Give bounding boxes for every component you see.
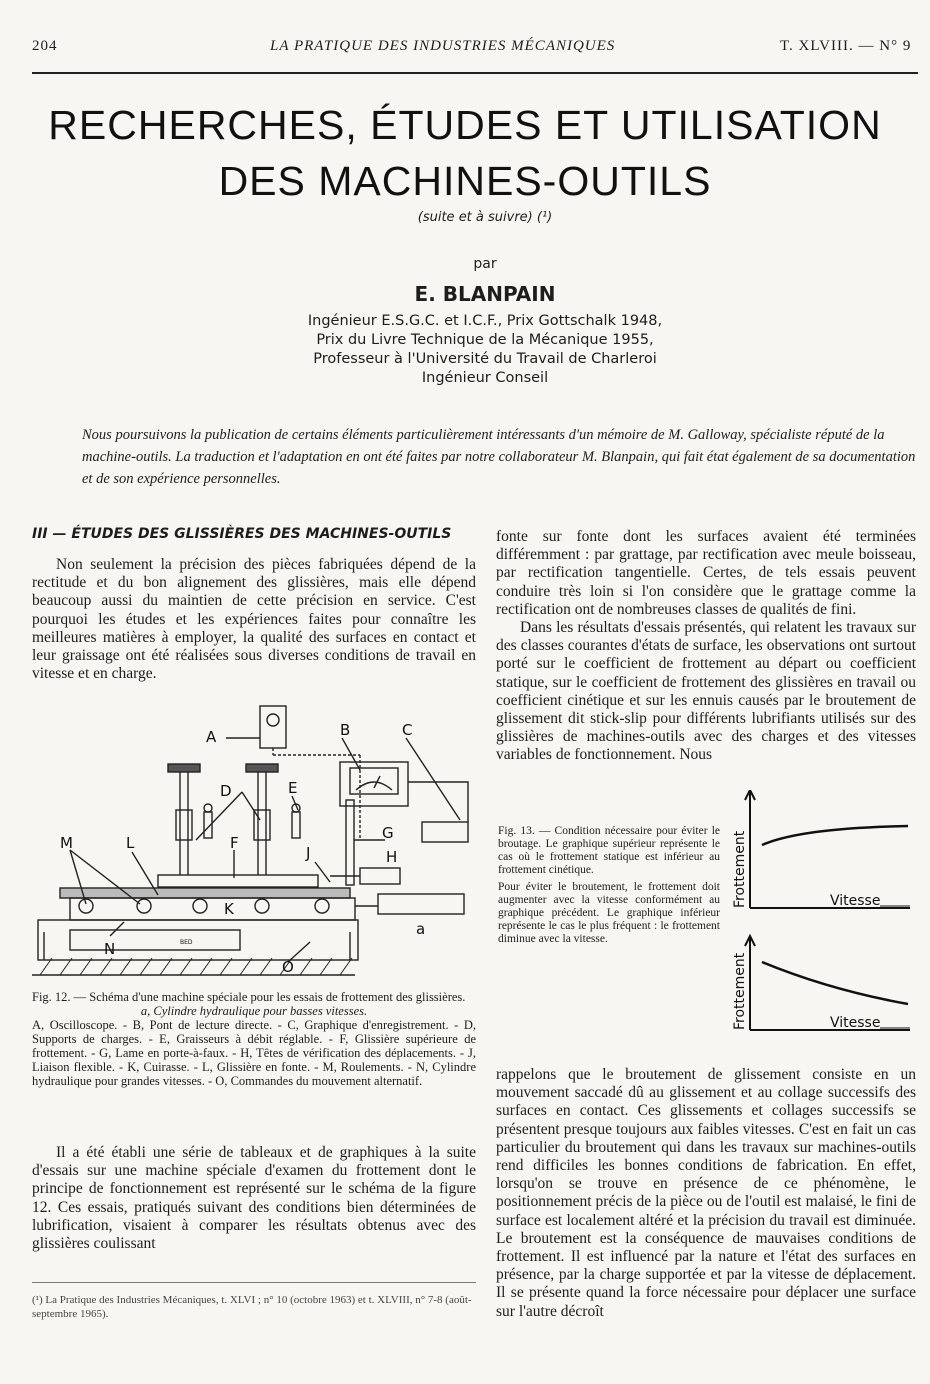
oscilloscope-shape xyxy=(260,706,286,748)
label-K: K xyxy=(224,900,234,918)
label-bed: BED xyxy=(180,939,193,946)
label-J: J xyxy=(306,844,311,862)
figure-13-graphs xyxy=(730,790,920,1040)
caption-title: Fig. 12. — Schéma d'une machine spéciale pour les essais de frottement des glissières. xyxy=(32,990,466,1004)
figure-12-caption xyxy=(32,990,476,1088)
y-axis-label-top: Frottement xyxy=(732,830,748,908)
label-F: F xyxy=(230,834,239,852)
label-a: a xyxy=(416,920,426,938)
label-E: E xyxy=(288,779,298,797)
recorder-shape xyxy=(422,822,468,842)
paragraph: fonte sur fonte dont les surfaces avaient été terminées différemment : par grattage, par rectification avec meule boisseau, par rectification tangentielle. Certes, de tels essais peuvent conduire très loin si l'on considère que le grattage comme la rectification ont de nombreuses classes de qualités de fini. xyxy=(496,528,916,618)
caption-sub: a, Cylindre hydraulique pour basses vitesses. xyxy=(140,1004,368,1018)
journal-title: LA PRATIQUE DES INDUSTRIES MÉCANIQUES xyxy=(270,38,616,54)
label-M: M xyxy=(60,834,73,852)
figure-13-caption xyxy=(498,825,720,946)
footnote-rule xyxy=(32,1282,476,1283)
decreasing-friction-curve xyxy=(762,962,908,1004)
caption-a: Fig. 13. — Condition nécessaire pour éviter le broutage. Le graphique supérieur représente le cas où le frottement statique est inférieur au frottement cinétique. xyxy=(498,825,720,876)
footnote: (¹) La Pratique des Industries Mécaniques, t. XLVI ; n° 10 (octobre 1963) et t. XLVIII, n° 7-8 (août-septembre 1965). xyxy=(32,1294,472,1320)
volume-number: T. XLVIII. — N° 9 xyxy=(780,38,912,54)
label-C: C xyxy=(402,721,413,739)
label-N: N xyxy=(104,940,116,958)
right-column-bottom xyxy=(496,1066,916,1321)
label-O: O xyxy=(282,958,294,976)
paragraph: Non seulement la précision des pièces fabriquées dépend de la rectitude et du bon alignement des glissières, mais elle dépend beaucoup aussi du maintien de cette précision en service. C'est pourquoi les études et les expériences faites pour connaître les meilleures matières à employer, la qualité des surfaces en contact et leur graissage ont été réalisées sous diverses conditions de travail en vitesse et en charge. xyxy=(32,556,476,683)
x-axis-label-top: Vitesse xyxy=(830,893,881,909)
credential-line: Ingénieur E.S.G.C. et I.C.F., Prix Gottschalk 1948, xyxy=(307,313,663,329)
credential-line: Prix du Livre Technique de la Mécanique 1955, xyxy=(316,332,654,348)
x-axis-label-bottom: Vitesse xyxy=(830,1015,881,1031)
label-G: G xyxy=(382,824,394,842)
left-column-top xyxy=(32,556,476,683)
label-B: B xyxy=(340,721,351,739)
credential-line: Professeur à l'Université du Travail de Charleroi xyxy=(313,351,657,367)
caption-legend: A, Oscilloscope. - B, Pont de lecture directe. - C, Graphique d'enregistrement. - D, Supports de charges. - E, Graisseurs à débit réglable. - F, Glissière supérieure de frottement. - G, Lame en porte-à-faux. - H, Têtes de vérification des déplacements. - J, Liaison flexible. - K, Cuirasse. - L, Glissière en fonte. - M, Roulements. - N, Cylindre hydraulique pour grandes vitesses. - O, Commandes du mouvement alternatif. xyxy=(32,1018,476,1088)
right-column-top xyxy=(496,528,916,765)
author-credentials xyxy=(20,312,930,388)
paragraph: Dans les résultats d'essais présentés, qui relatent les travaux sur des classes courantes d'états de surface, les observations ont surtout porté sur le coefficient de frottement au départ ou coefficient statique, sur le coefficient de frottement des glissières en travail ou coefficient cinétique et sur les ennuis causés par le broutement de glissement dit stick-slip pour différents lubrifiants utilisés sur des glissières de machines-outils avec des charges et des vitesses variables de fonctionnement. Nous xyxy=(496,619,916,764)
article-title-line1: RECHERCHES, ÉTUDES ET UTILISATION xyxy=(48,102,882,148)
label-A: A xyxy=(206,728,217,746)
header-rule xyxy=(32,72,918,74)
author-name: E. BLANPAIN xyxy=(414,282,556,306)
label-H: H xyxy=(386,848,398,866)
label-L: L xyxy=(126,834,135,852)
article-subtitle: (suite et à suivre) (¹) xyxy=(417,210,553,225)
y-axis-label-bottom: Frottement xyxy=(732,952,748,1030)
increasing-friction-curve xyxy=(762,826,908,845)
section-heading: III — ÉTUDES DES GLISSIÈRES DES MACHINES-OUTILS xyxy=(32,526,452,542)
label-D: D xyxy=(220,782,232,800)
left-column-bottom xyxy=(32,1144,476,1253)
caption-b: Pour éviter le broutement, le frottement doit augmenter avec la vitesse conformément au graphique précédent. Le graphique inférieur représente le cas le plus fréquent : le frottement diminue avec la vitesse. xyxy=(498,881,720,945)
paragraph: Il a été établi une série de tableaux et de graphiques à la suite d'essais sur une machine spéciale d'examen du frottement dont le principe de fonctionnement est représenté sur le schéma de la figure 12. Ces essais, pratiqués suivant des conditions bien déterminées de lubrification, visaient à comparer les résultats obtenus avec des glissières coulissant xyxy=(32,1144,476,1253)
editorial-intro: Nous poursuivons la publication de certains éléments particulièrement intéressants d'un mémoire de M. Galloway, spécialiste réputé de la machine-outils. La traduction et l'adaptation en ont été faites par notre collaborateur M. Blanpain, qui fait état également de sa documentation et de son expérience personnelles. xyxy=(82,427,916,487)
by-line: par xyxy=(473,256,497,272)
paragraph: rappelons que le broutement de glissement consiste en un mouvement saccadé dû au glissement et au collage successifs des surfaces en contact. Ces glissements et collages successifs se présentent presque toujours aux faibles vitesses. C'est en fait un cas particulier du broutement qui dans les travaux sur machines-outils rend difficiles les bonnes conditions de fabrication. En effet, lorsqu'on se trouve en présence de ce phénomène, le positionnement précis de la pièce ou de l'outil est malaisé, le fini de surface est localement altéré et la précision du travail est diminuée. Le broutement est la conséquence de mauvaises conditions de frottement. Il est influencé par la nature et l'état des surfaces en présence, par la charge supportée et par la vitesse de déplacement. Il se présente quand la force nécessaire pour déplacer une surface sur l'autre décroît xyxy=(496,1066,916,1320)
article-title-line2: DES MACHINES-OUTILS xyxy=(218,158,712,204)
figure-12-diagram xyxy=(30,700,480,985)
page-number: 204 xyxy=(32,38,58,54)
credential-line: Ingénieur Conseil xyxy=(421,370,549,386)
